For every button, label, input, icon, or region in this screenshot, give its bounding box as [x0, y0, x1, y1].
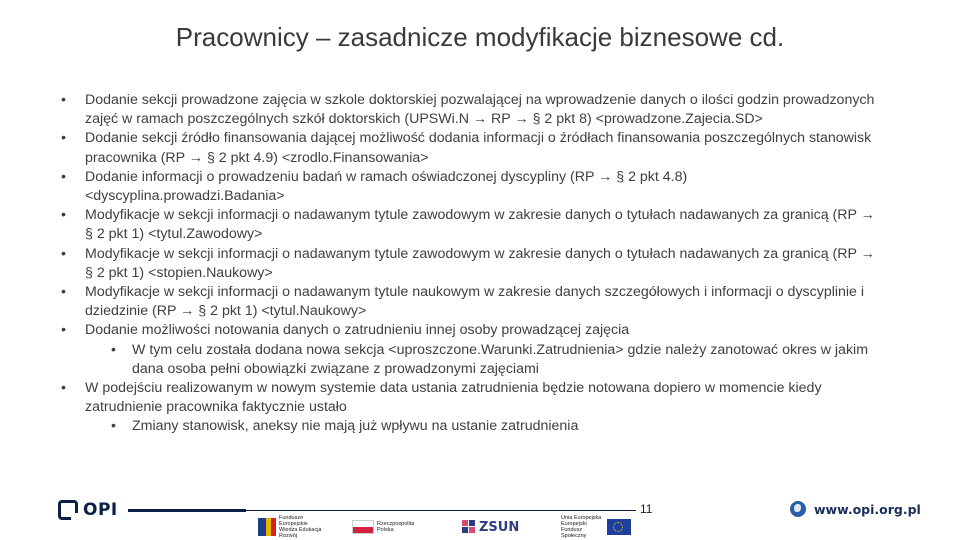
bullet-item: [58, 379, 878, 437]
eu-logo-text: Unia Europejska Europejski Fundusz Społeczny: [561, 515, 602, 539]
sub-bullet-list: [85, 341, 878, 379]
poland-flag-icon: [352, 520, 374, 534]
opi-logo-text: OPI: [83, 500, 118, 520]
funding-logos: [258, 516, 638, 538]
sub-bullet-text: Zmiany stanowisk, aneksy nie mają już wpływu na ustanie zatrudnienia: [132, 418, 579, 435]
bullet-text: Dodanie sekcji źródło finansowania dającej możliwość dodania informacji o źródłach finansowania poszczególnych stanowisk pracownika (RP → § 2 pkt 4.9) <zrodlo.Finansowania>: [85, 130, 872, 166]
zsun-logo-text: ZSUN: [479, 519, 520, 535]
url-text[interactable]: www.opi.org.pl: [814, 501, 921, 517]
bullet-text: Modyfikacje w sekcji informacji o nadawanym tytule zawodowym w zakresie danych o tytułach nadawanych za granicą (RP → § 2 pkt 1) <tytul.Zawodowy>: [85, 207, 875, 243]
sub-bullet-text: W tym celu została dodana nowa sekcja <uproszczone.Warunki.Zatrudnienia> gdzie należy zanotować okres w jakim dana osoba pełni obowiązki związane z prowadzonymi zajęciami: [132, 341, 869, 377]
sub-bullet-item: [85, 417, 878, 436]
bullet-list: [58, 91, 878, 437]
bullet-item: [58, 168, 878, 206]
bullet-item: [58, 206, 878, 244]
footer-divider: [246, 510, 636, 511]
bullet-text: Dodanie informacji o prowadzeniu badań w ramach oświadczonej dyscypliny (RP → § 2 pkt 4.8) <dyscyplina.prowadzi.Badania>: [85, 168, 688, 205]
pl-logo-text: Rzeczpospolita Polska: [377, 521, 415, 533]
footer-accent-line: [128, 509, 246, 512]
slide-content: [58, 91, 878, 437]
globe-icon: [790, 501, 806, 517]
bullet-text: W podejściu realizowanym w nowym systemie data ustania zatrudnienia będzie notowana dopiero w momencie kiedy zatrudnienie pracownika faktycznie ustało: [85, 380, 822, 416]
footer-url[interactable]: [790, 501, 921, 517]
fe-flag-icon: [258, 518, 276, 536]
bullet-item: [58, 129, 878, 167]
zsun-logo: [462, 516, 519, 538]
bullet-text: Modyfikacje w sekcji informacji o nadawanym tytule naukowym w zakresie danych szczegółowych i informacji o dyscyplinie i dziedzinie (RP → § 2 pkt 1) <tytul.Naukowy>: [85, 284, 865, 320]
sub-bullet-item: [85, 341, 878, 379]
bullet-item: [58, 283, 878, 321]
unia-europejska-logo: [558, 516, 631, 538]
page-number: 11: [640, 502, 653, 516]
zsun-mark-icon: [462, 520, 476, 534]
eu-flag-icon: [607, 519, 631, 535]
bullet-text: Dodanie możliwości notowania danych o zatrudnieniu innej osoby prowadzącej zajęcia: [85, 322, 630, 339]
rzeczpospolita-logo: [352, 516, 417, 538]
opi-logo: [58, 498, 118, 522]
slide-title: Pracownicy – zasadnicze modyfikacje biznesowe cd.: [175, 22, 785, 52]
bullet-item: [58, 245, 878, 283]
bullet-text: Dodanie sekcji prowadzone zajęcia w szkole doktorskiej pozwalającej na wprowadzenie danych o ilości godzin prowadzonych zajęć w ramach poszczególnych szkół doktorskich (UPSWi.N → RP → § 2 pkt 8) <prowadzone.Zajecia.SD>: [85, 92, 875, 128]
opi-logo-icon: [58, 500, 78, 520]
fundusze-europejskie-logo: [258, 516, 325, 538]
bullet-text: Modyfikacje w sekcji informacji o nadawanym tytule zawodowym w zakresie danych o tytułach nadawanych za granicą (RP → § 2 pkt 1) <stopien.Naukowy>: [85, 245, 875, 281]
sub-bullet-list: [85, 417, 878, 436]
bullet-item: [58, 321, 878, 379]
fe-logo-text: Fundusze Europejskie Wiedza Edukacja Rozwój: [279, 515, 322, 539]
bullet-item: [58, 91, 878, 129]
